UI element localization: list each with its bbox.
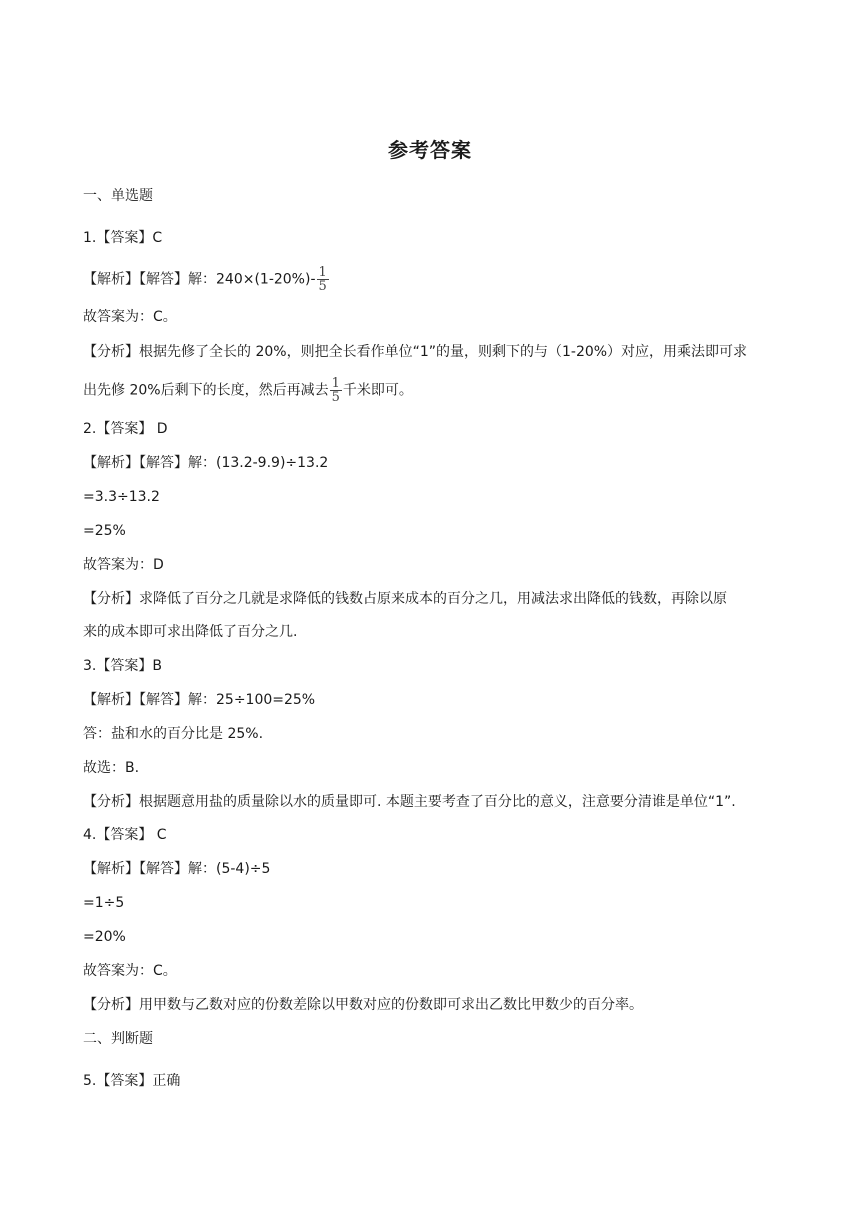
- q1-analysis-line1: 【分析】根据先修了全长的 20%，则把全长看作单位“1”的量，则剩下的与（1-20%）对应，用乘法即可求: [83, 344, 748, 360]
- q2-solution: 【解析】【解答】解：(13.2-9.9)÷13.2: [83, 455, 329, 471]
- q1-analysis-fraction: [330, 377, 342, 404]
- q4-answer: 4.【答案】 C: [83, 827, 167, 843]
- q4-solution: 【解析】【解答】解：(5-4)÷5: [83, 861, 271, 877]
- fraction-numerator: 1: [318, 265, 327, 280]
- section-heading-single-choice: 一、单选题: [83, 188, 153, 204]
- section-heading-true-false: 二、判断题: [83, 1031, 153, 1047]
- q2-analysis-line1: 【分析】求降低了百分之几就是求降低的钱数占原来成本的百分之几，用减法求出降低的钱数，再除以原: [83, 591, 727, 607]
- page-title: 参考答案: [388, 138, 472, 162]
- q2-analysis-line2: 来的成本即可求出降低了百分之几.: [83, 624, 298, 640]
- q1-answer: 1.【答案】C: [83, 230, 163, 246]
- q1-analysis-line2-pre: 出先修 20%后剩下的长度，然后再减去: [83, 382, 329, 399]
- q2-step1: =3.3÷13.2: [83, 489, 160, 505]
- q4-conclusion: 故答案为：C。: [83, 963, 177, 979]
- q1-analysis-line2-post: 千米即可。: [342, 382, 413, 399]
- fraction-denominator: 5: [318, 279, 327, 294]
- q3-answer: 3.【答案】B: [83, 658, 162, 674]
- q4-analysis: 【分析】用甲数与乙数对应的份数差除以甲数对应的份数即可求出乙数比甲数少的百分率。: [83, 997, 643, 1013]
- q1-solution: [83, 266, 330, 293]
- q2-step2: =25%: [83, 523, 126, 539]
- q1-solution-text: 【解析】【解答】解：240×(1-20%)-: [83, 271, 316, 288]
- q4-step1: =1÷5: [83, 895, 125, 911]
- q3-choice: 故选：B.: [83, 760, 140, 776]
- q2-conclusion: 故答案为：D: [83, 557, 164, 573]
- q2-answer: 2.【答案】 D: [83, 421, 168, 437]
- q3-analysis: 【分析】根据题意用盐的质量除以水的质量即可. 本题主要考查了百分比的意义，注意要分清谁是单位“1”.: [83, 794, 736, 810]
- fraction-denominator: 5: [331, 390, 340, 405]
- q5-answer: 5.【答案】正确: [83, 1073, 181, 1089]
- q1-conclusion: 故答案为：C。: [83, 309, 177, 325]
- fraction-numerator: 1: [331, 376, 340, 391]
- q1-fraction: [317, 266, 329, 293]
- q3-reply: 答：盐和水的百分比是 25%.: [83, 726, 264, 742]
- q4-step2: =20%: [83, 929, 126, 945]
- q3-solution: 【解析】【解答】解：25÷100=25%: [83, 692, 316, 708]
- q1-analysis-line2: [83, 377, 413, 404]
